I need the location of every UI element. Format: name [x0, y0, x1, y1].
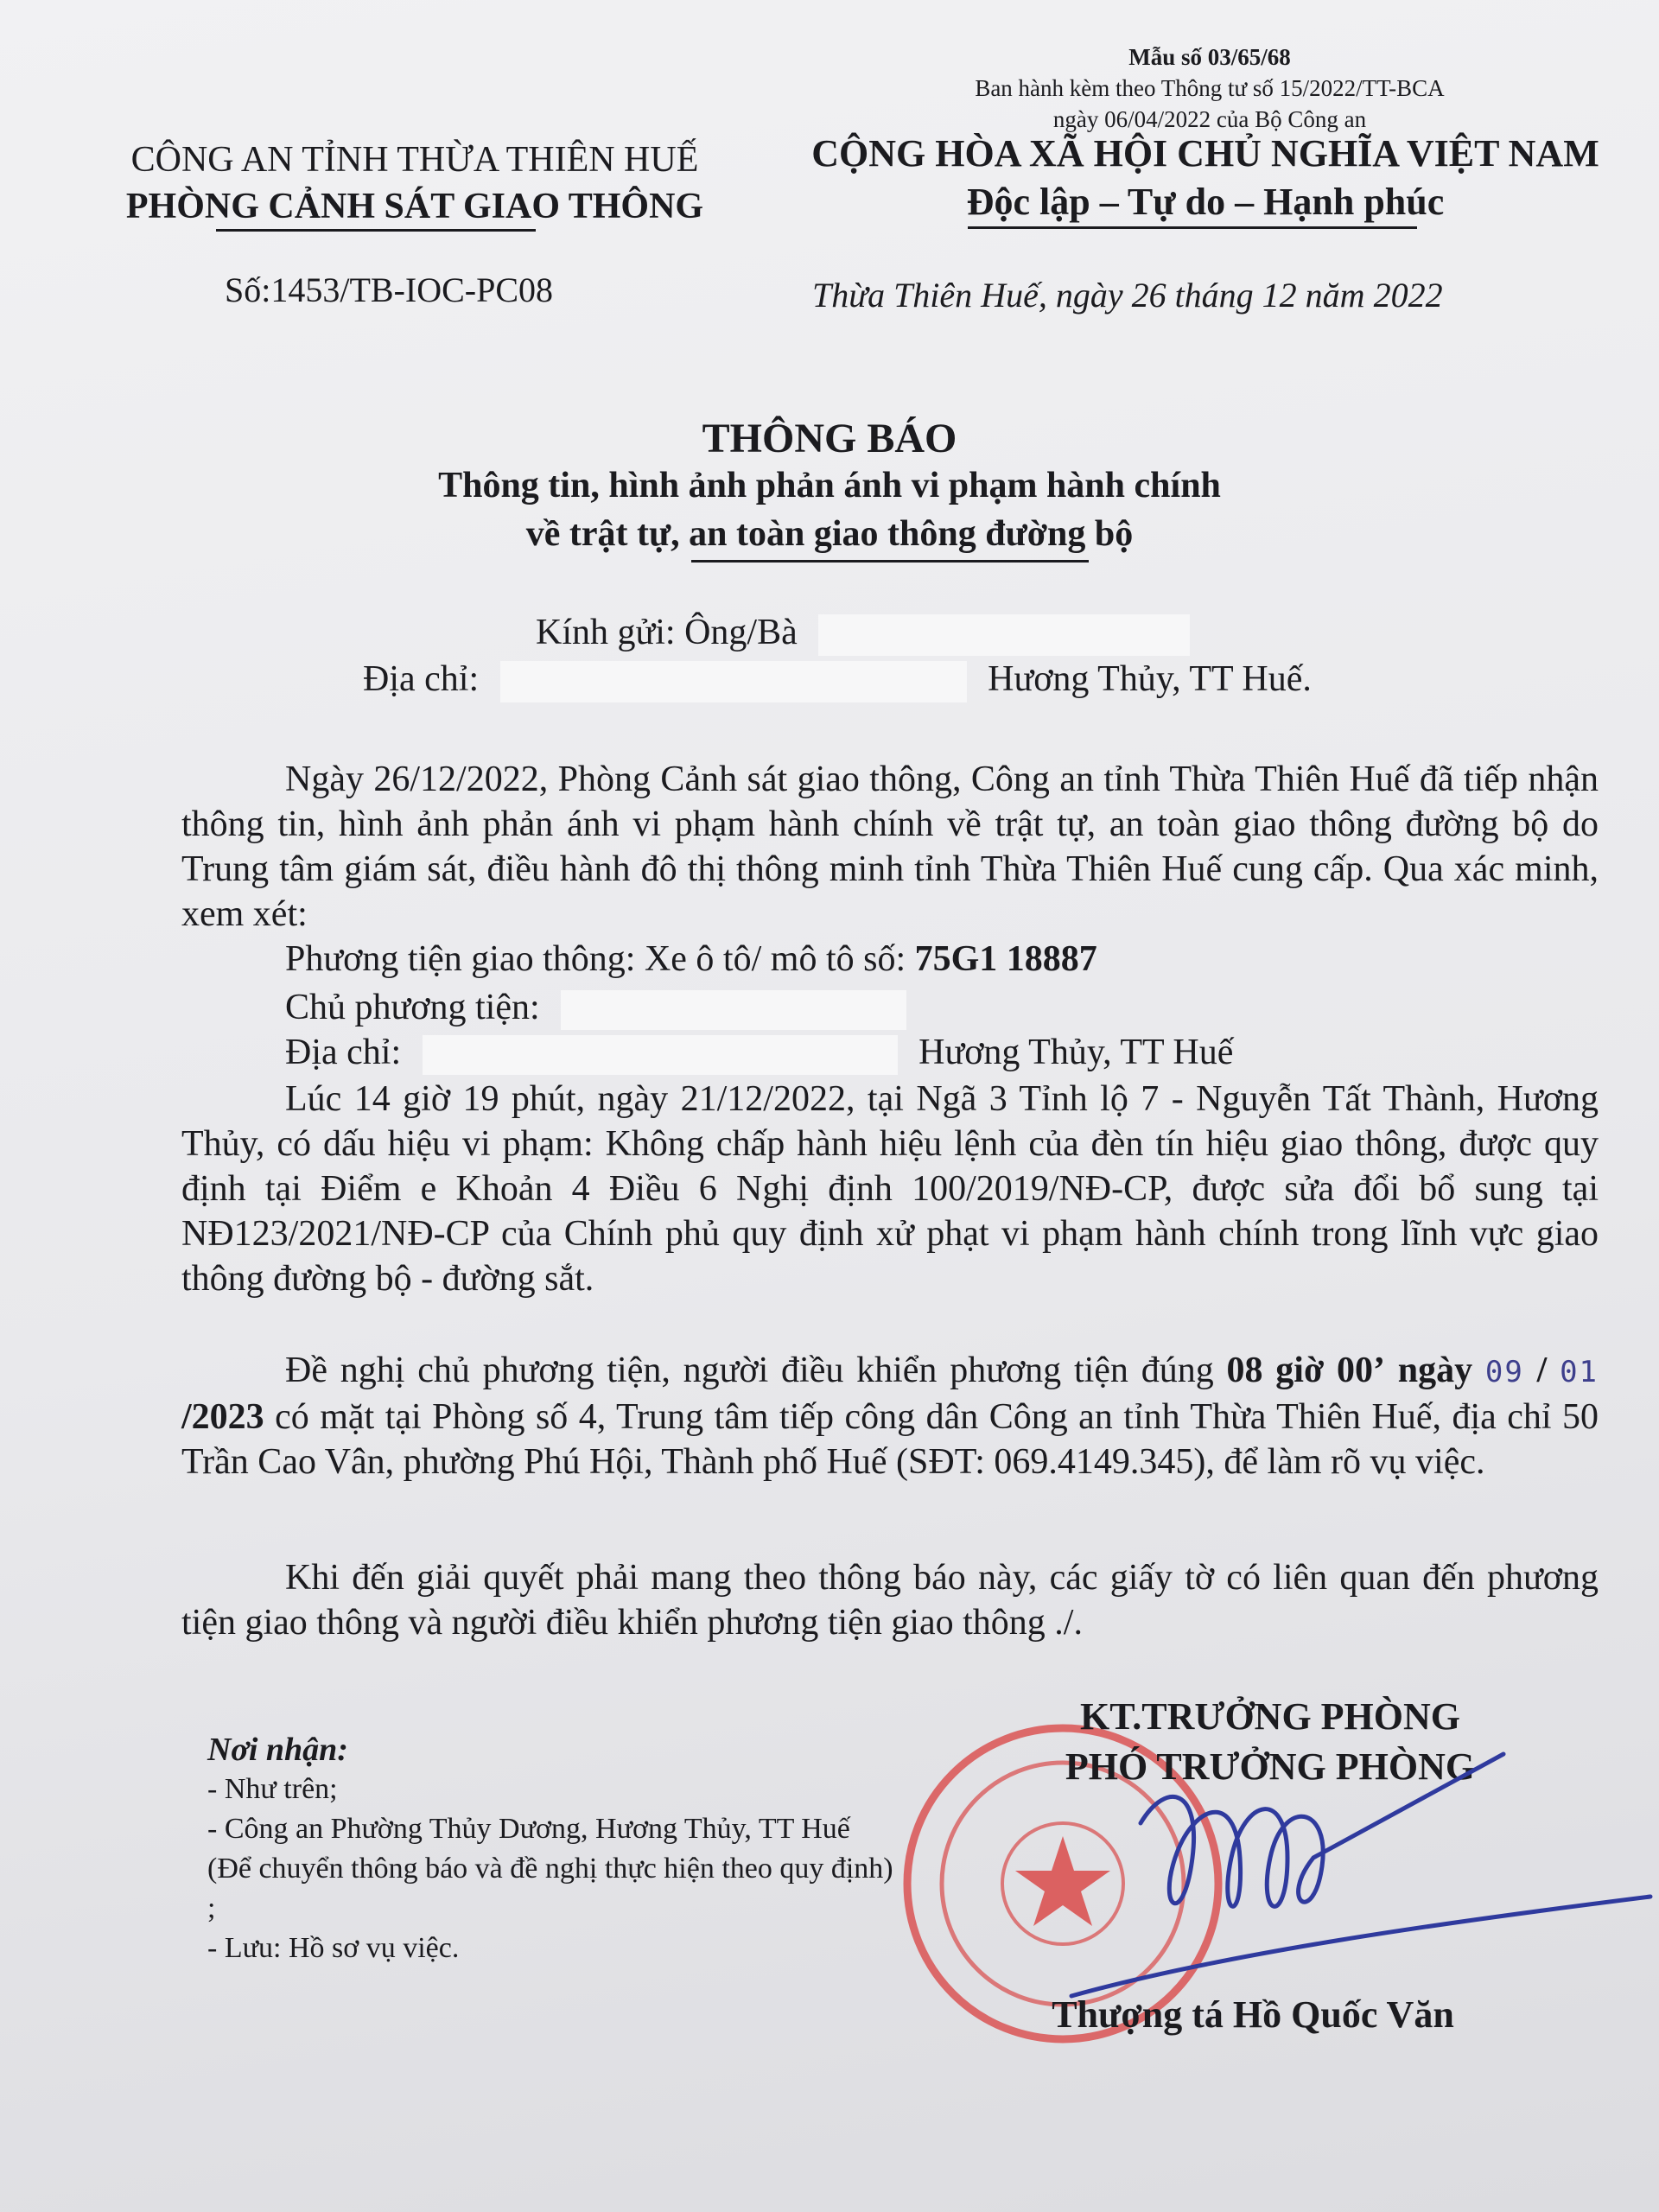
- salutation-line: [536, 610, 1190, 656]
- closing-paragraph: [181, 1555, 1599, 1645]
- appointment-time: 08 giờ 00’: [1226, 1351, 1385, 1390]
- issuing-agency-block: [86, 137, 743, 230]
- place-date: Thừa Thiên Huế, ngày 26 tháng 12 năm 2022: [812, 276, 1443, 315]
- recipient-item: - Lưu: Hồ sơ vụ việc.: [207, 1932, 460, 1964]
- owner-address-label: Địa chỉ:: [285, 1033, 402, 1072]
- signatory-line2: PHÓ TRƯỞNG PHÒNG: [1065, 1745, 1476, 1788]
- recipients-block: [207, 1730, 899, 1968]
- license-plate: 75G1 18887: [914, 939, 1097, 979]
- department-underline: [216, 229, 536, 232]
- agency-name: CÔNG AN TỈNH THỪA THIÊN HUẾ: [130, 140, 699, 180]
- document-subtitle-line1: Thông tin, hình ảnh phản ánh vi phạm hành chính: [438, 466, 1221, 505]
- request-start: Đề nghị chủ phương tiện, người điều khiển phương tiện đúng: [285, 1351, 1214, 1390]
- form-issued-date: ngày 06/04/2022 của Bộ Công an: [1052, 106, 1367, 132]
- request-paragraph: Đề nghị chủ phương tiện, người điều khiển phương tiện đúng 08 giờ 00’ ngày 09 / 01 /2023 có mặt tại Phòng số 4, Trung tâm tiếp công dân Công an tỉnh Thừa Thiên Huế, địa chỉ 50 Trần Cao Vân, phường Phú Hội, Thành phố Huế (SĐT: 069.4149.345), để làm rõ vụ việc.: [181, 1351, 1599, 1482]
- document-subtitle-line2: về trật tự, an toàn giao thông đường bộ: [525, 514, 1134, 554]
- title-underline: [691, 560, 1089, 563]
- violation-text: Lúc 14 giờ 19 phút, ngày 21/12/2022, tại Ngã 3 Tỉnh lộ 7 - Nguyễn Tất Thành, Hương Thủy, có dấu hiệu vi phạm: Không chấp hành hiệu lệnh của đèn tín hiệu giao thông, được quy định tại Điểm e Khoản 4 Điều 6 Nghị định 100/2019/NĐ-CP, được sửa đổi bổ sung tại NĐ123/2021/NĐ-CP của Chính phủ quy định xử phạt vi phạm hành chính trong lĩnh vực giao thông đường bộ - đường sắt.: [181, 1079, 1599, 1299]
- intro-text: Ngày 26/12/2022, Phòng Cảnh sát giao thông, Công an tỉnh Thừa Thiên Huế đã tiếp nhận thông tin, hình ảnh phản ánh vi phạm hành chính về trật tự, an toàn giao thông đường bộ do Trung tâm giám sát, điều hành đô thị thông minh tỉnh Thừa Thiên Huế cung cấp. Qua xác minh, xem xét:: [181, 760, 1599, 934]
- intro-paragraph: [181, 757, 1599, 937]
- appointment-year: /2023: [181, 1397, 264, 1437]
- addressee-address-line: [363, 657, 1312, 702]
- department-name: PHÒNG CẢNH SÁT GIAO THÔNG: [125, 187, 704, 226]
- country-name: CỘNG HÒA XÃ HỘI CHỦ NGHĨA VIỆT NAM: [811, 132, 1599, 175]
- recipients-label: Nơi nhận:: [207, 1732, 348, 1768]
- handwritten-day: 09: [1484, 1355, 1524, 1389]
- vehicle-label: Phương tiện giao thông: Xe ô tô/ mô tô số:: [285, 939, 906, 979]
- address-label: Địa chỉ:: [363, 659, 480, 699]
- violation-paragraph: [181, 1077, 1599, 1301]
- owner-address-line: [285, 1030, 1233, 1075]
- form-code: Mẫu số 03/65/68: [1128, 44, 1291, 70]
- handwritten-signature: [1054, 1728, 1659, 2013]
- vehicle-line: [285, 937, 1097, 982]
- redacted-address: [500, 661, 967, 702]
- address-tail: Hương Thủy, TT Huế.: [988, 659, 1312, 699]
- form-code-block: [881, 41, 1538, 135]
- national-header-block: [752, 130, 1659, 226]
- recipient-item: - Như trên;: [207, 1773, 338, 1805]
- redacted-owner: [561, 990, 906, 1030]
- redacted-name: [818, 614, 1190, 656]
- recipient-item: - Công an Phường Thủy Dương, Hương Thủy, TT Huế (Để chuyển thông báo và đề nghị thực hiện theo quy định) ;: [207, 1813, 893, 1924]
- motto-underline: [968, 226, 1417, 229]
- owner-line: [285, 985, 906, 1030]
- handwritten-month: 01: [1560, 1355, 1599, 1389]
- day-prefix: ngày: [1397, 1351, 1473, 1390]
- owner-label: Chủ phương tiện:: [285, 988, 540, 1027]
- request-end: có mặt tại Phòng số 4, Trung tâm tiếp công dân Công an tỉnh Thừa Thiên Huế, địa chỉ 50 Trần Cao Vân, phường Phú Hội, Thành phố Huế (SĐT: 069.4149.345), để làm rõ vụ việc.: [181, 1397, 1599, 1482]
- closing-text: Khi đến giải quyết phải mang theo thông báo này, các giấy tờ có liên quan đến phương tiện giao thông và người điều khiển phương tiện giao thông ./.: [181, 1558, 1599, 1643]
- document-number: Số:1453/TB-IOC-PC08: [225, 270, 554, 309]
- owner-address-tail: Hương Thủy, TT Huế: [918, 1033, 1234, 1072]
- salutation: Kính gửi: Ông/Bà: [536, 613, 798, 652]
- signer-name: Thượng tá Hồ Quốc Văn: [1052, 1993, 1454, 2036]
- signatory-line1: KT.TRƯỞNG PHÒNG: [1080, 1695, 1460, 1738]
- national-motto: Độc lập – Tự do – Hạnh phúc: [966, 181, 1445, 223]
- document-title: THÔNG BÁO: [702, 416, 957, 461]
- redacted-owner-address: [423, 1035, 898, 1075]
- form-issued-with: Ban hành kèm theo Thông tư số 15/2022/TT-BCA: [975, 75, 1445, 101]
